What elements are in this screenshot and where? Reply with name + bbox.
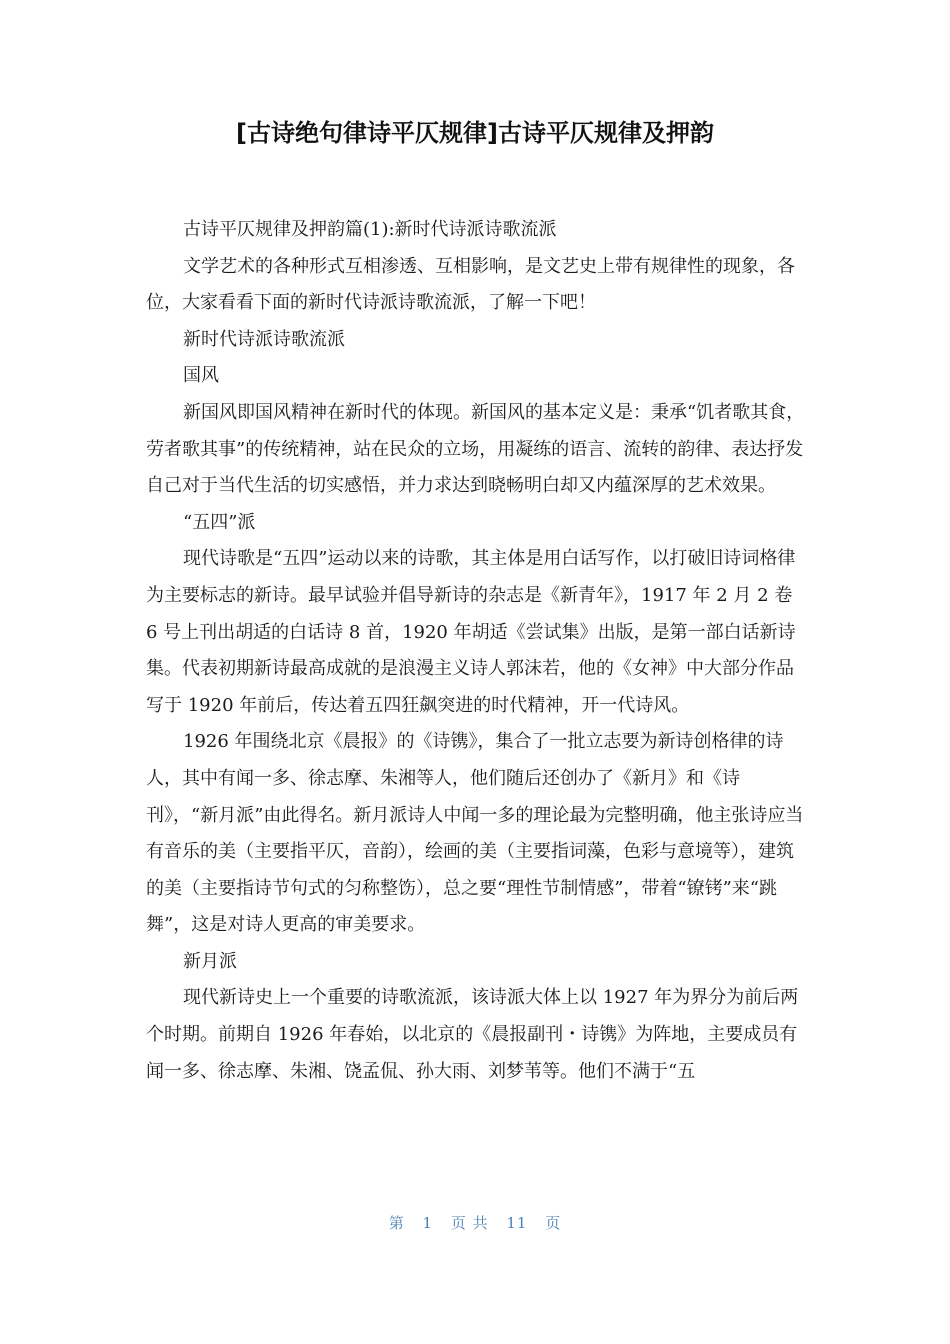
paragraph: 古诗平仄规律及押韵篇(1):新时代诗派诗歌流派 xyxy=(183,219,557,240)
paragraph: 新国风即国风精神在新时代的体现。新国风的基本定义是：秉承“饥者歌其食，劳者歌其事”的传统精神，站在民众的立场，用凝练的语言、流转的韵律、表达抒发自己对于当代生活的切实感悟，并力求达到晓畅明白却又内蕴深厚的艺术效果。 xyxy=(146,401,805,497)
section-heading: 新时代诗派诗歌流派 xyxy=(183,328,345,350)
paragraph: 现代诗歌是“五四”运动以来的诗歌，其主体是用白话写作，以打破旧诗词格律为主要标志的新诗。最早试验并倡导新诗的杂志是《新青年》，1917 年 2 月 2 卷 6 号上刊出胡适的白话诗 8 首，1920 年胡适《尝试集》出版，是第一部白话新诗集。代表初期新诗最高成就的是浪漫主义诗人郭沫若，他的《女神》中大部分作品写于 1920 年前后，传达着五四狂飙突进的时代精神，开一代诗风。 xyxy=(146,548,796,716)
section-heading: “五四”派 xyxy=(183,511,256,533)
section-heading: 新月派 xyxy=(183,950,237,972)
document-title: [古诗绝句律诗平仄规律]古诗平仄规律及押韵 xyxy=(236,119,714,147)
footer-total-pages: 11 xyxy=(506,1214,528,1232)
paragraph: 文学艺术的各种形式互相渗透、互相影响，是文艺史上带有规律性的现象，各位，大家看看下面的新时代诗派诗歌流派，了解一下吧！ xyxy=(146,255,795,314)
footer-prefix: 第 xyxy=(388,1214,405,1232)
paragraph: 现代新诗史上一个重要的诗歌流派，该诗派大体上以 1927 年为界分为前后两个时期。前期自 1926 年春始，以北京的《晨报副刊・诗镌》为阵地，主要成员有闻一多、徐志摩、朱湘、饶孟侃、孙大雨、刘梦苇等。他们不满于“五 xyxy=(146,987,799,1082)
page-footer xyxy=(0,1212,950,1233)
section-heading: 国风 xyxy=(183,365,219,387)
footer-suffix: 页 xyxy=(545,1214,562,1232)
footer-middle: 页 共 xyxy=(450,1214,489,1232)
document-body xyxy=(146,212,806,1090)
footer-page-number: 1 xyxy=(422,1214,434,1232)
paragraph: 1926 年围绕北京《晨报》的《诗镌》，集合了一批立志要为新诗创格律的诗人，其中有闻一多、徐志摩、朱湘等人，他们随后还创办了《新月》和《诗刊》，“新月派”由此得名。新月派诗人中闻一多的理论最为完整明确，他主张诗应当有音乐的美（主要指平仄，音韵），绘画的美（主要指词藻，色彩与意境等），建筑的美（主要指诗节句式的匀称整饬），总之要“理性节制情感”，带着“镣铐”来“跳舞”，这是对诗人更高的审美要求。 xyxy=(146,731,804,936)
